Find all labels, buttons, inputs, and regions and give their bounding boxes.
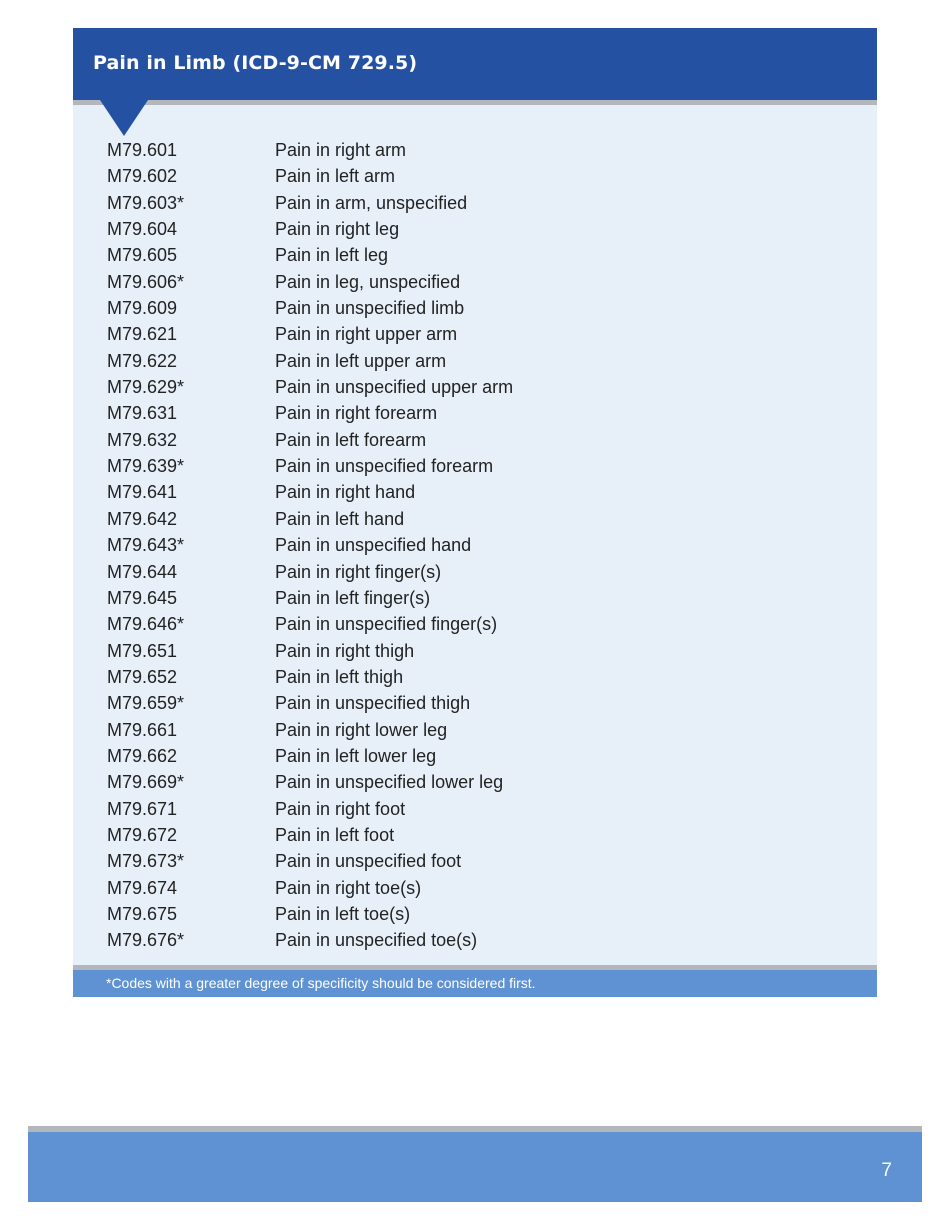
icd10-code: M79.641 [107, 482, 178, 503]
icd10-code: M79.662 [107, 745, 178, 766]
list-item [107, 348, 513, 374]
code-description: Pain in left leg [275, 245, 389, 266]
code-description: Pain in unspecified hand [275, 535, 472, 556]
icd10-code: M79.631 [107, 403, 178, 424]
list-item [107, 690, 513, 716]
list-item [107, 453, 513, 479]
list-item [107, 611, 513, 637]
list-item [107, 400, 513, 426]
list-item [107, 295, 513, 321]
code-description: Pain in unspecified limb [275, 298, 465, 319]
icd10-code: M79.604 [107, 219, 178, 240]
list-item [107, 506, 513, 532]
list-item [107, 427, 513, 453]
code-description: Pain in right hand [275, 482, 416, 503]
list-item [107, 875, 513, 901]
section-title: Pain in Limb (ICD-9-CM 729.5) [93, 52, 418, 74]
icd10-code: M79.671 [107, 798, 178, 819]
list-item [107, 374, 513, 400]
code-description: Pain in right foot [275, 798, 406, 819]
footnote-bar [73, 970, 877, 997]
list-item [107, 242, 513, 268]
icd10-code: M79.673* [107, 851, 185, 872]
code-description: Pain in unspecified lower leg [275, 772, 504, 793]
icd10-code: M79.676* [107, 930, 185, 951]
icd10-code: M79.605 [107, 245, 178, 266]
list-item [107, 216, 513, 242]
icd10-code: M79.675 [107, 903, 178, 924]
code-description: Pain in arm, unspecified [275, 192, 468, 213]
code-description: Pain in right leg [275, 219, 400, 240]
list-item [107, 717, 513, 743]
code-description: Pain in unspecified foot [275, 851, 462, 872]
icd10-code: M79.642 [107, 508, 178, 529]
code-description: Pain in left forearm [275, 429, 427, 450]
list-item [107, 532, 513, 558]
list-item [107, 769, 513, 795]
icd10-code: M79.601 [107, 140, 178, 160]
list-item [107, 927, 513, 953]
code-description: Pain in left lower leg [275, 745, 437, 766]
icd10-code: M79.645 [107, 587, 178, 608]
code-description: Pain in left arm [275, 166, 396, 187]
list-item [107, 190, 513, 216]
code-list [107, 137, 513, 954]
code-description: Pain in right toe(s) [275, 877, 422, 898]
code-description: Pain in left foot [275, 824, 395, 845]
list-item [107, 664, 513, 690]
icd10-code: M79.674 [107, 877, 178, 898]
icd10-code: M79.621 [107, 324, 178, 345]
code-description: Pain in left thigh [275, 666, 404, 687]
list-item [107, 585, 513, 611]
list-item [107, 269, 513, 295]
icd10-code: M79.672 [107, 824, 178, 845]
icd10-code: M79.661 [107, 719, 178, 740]
page-footer [28, 1132, 922, 1202]
section-header [73, 28, 877, 100]
icd10-code: M79.644 [107, 561, 178, 582]
code-description: Pain in unspecified finger(s) [275, 614, 498, 635]
icd10-code: M79.629* [107, 377, 185, 398]
icd10-code: M79.646* [107, 614, 185, 635]
list-item [107, 638, 513, 664]
code-description: Pain in left hand [275, 508, 405, 529]
code-description: Pain in leg, unspecified [275, 271, 461, 292]
code-description: Pain in right upper arm [275, 324, 458, 345]
list-item [107, 163, 513, 189]
icd10-code: M79.643* [107, 535, 185, 556]
icd10-code: M79.632 [107, 429, 178, 450]
icd10-code: M79.602 [107, 166, 178, 187]
list-item [107, 848, 513, 874]
code-description: Pain in unspecified thigh [275, 693, 471, 714]
icd10-code: M79.652 [107, 666, 178, 687]
code-description: Pain in unspecified toe(s) [275, 930, 478, 951]
code-description: Pain in right thigh [275, 640, 415, 661]
icd10-code: M79.639* [107, 456, 185, 477]
icd10-code: M79.603* [107, 192, 185, 213]
list-item [107, 822, 513, 848]
code-description: Pain in unspecified upper arm [275, 377, 514, 398]
code-description: Pain in left upper arm [275, 350, 447, 371]
code-description: Pain in right forearm [275, 403, 438, 424]
code-description: Pain in right lower leg [275, 719, 448, 740]
icd10-code: M79.659* [107, 693, 185, 714]
icd10-code: M79.622 [107, 350, 178, 371]
code-description: Pain in right finger(s) [275, 561, 442, 582]
list-item [107, 137, 513, 163]
list-item [107, 559, 513, 585]
icd10-code: M79.651 [107, 640, 178, 661]
list-item [107, 321, 513, 347]
icd10-code: M79.606* [107, 271, 185, 292]
code-description: Pain in unspecified forearm [275, 456, 494, 477]
list-item [107, 901, 513, 927]
code-description: Pain in left finger(s) [275, 587, 431, 608]
icd10-code: M79.669* [107, 772, 185, 793]
footnote-text: *Codes with a greater degree of specificity should be considered first. [106, 975, 536, 991]
header-pointer-icon [100, 100, 148, 136]
code-description: Pain in left toe(s) [275, 903, 411, 924]
list-item [107, 479, 513, 505]
list-item [107, 796, 513, 822]
page-number: 7 [881, 1160, 892, 1181]
code-description: Pain in right arm [275, 140, 407, 160]
icd10-code: M79.609 [107, 298, 178, 319]
list-item [107, 743, 513, 769]
